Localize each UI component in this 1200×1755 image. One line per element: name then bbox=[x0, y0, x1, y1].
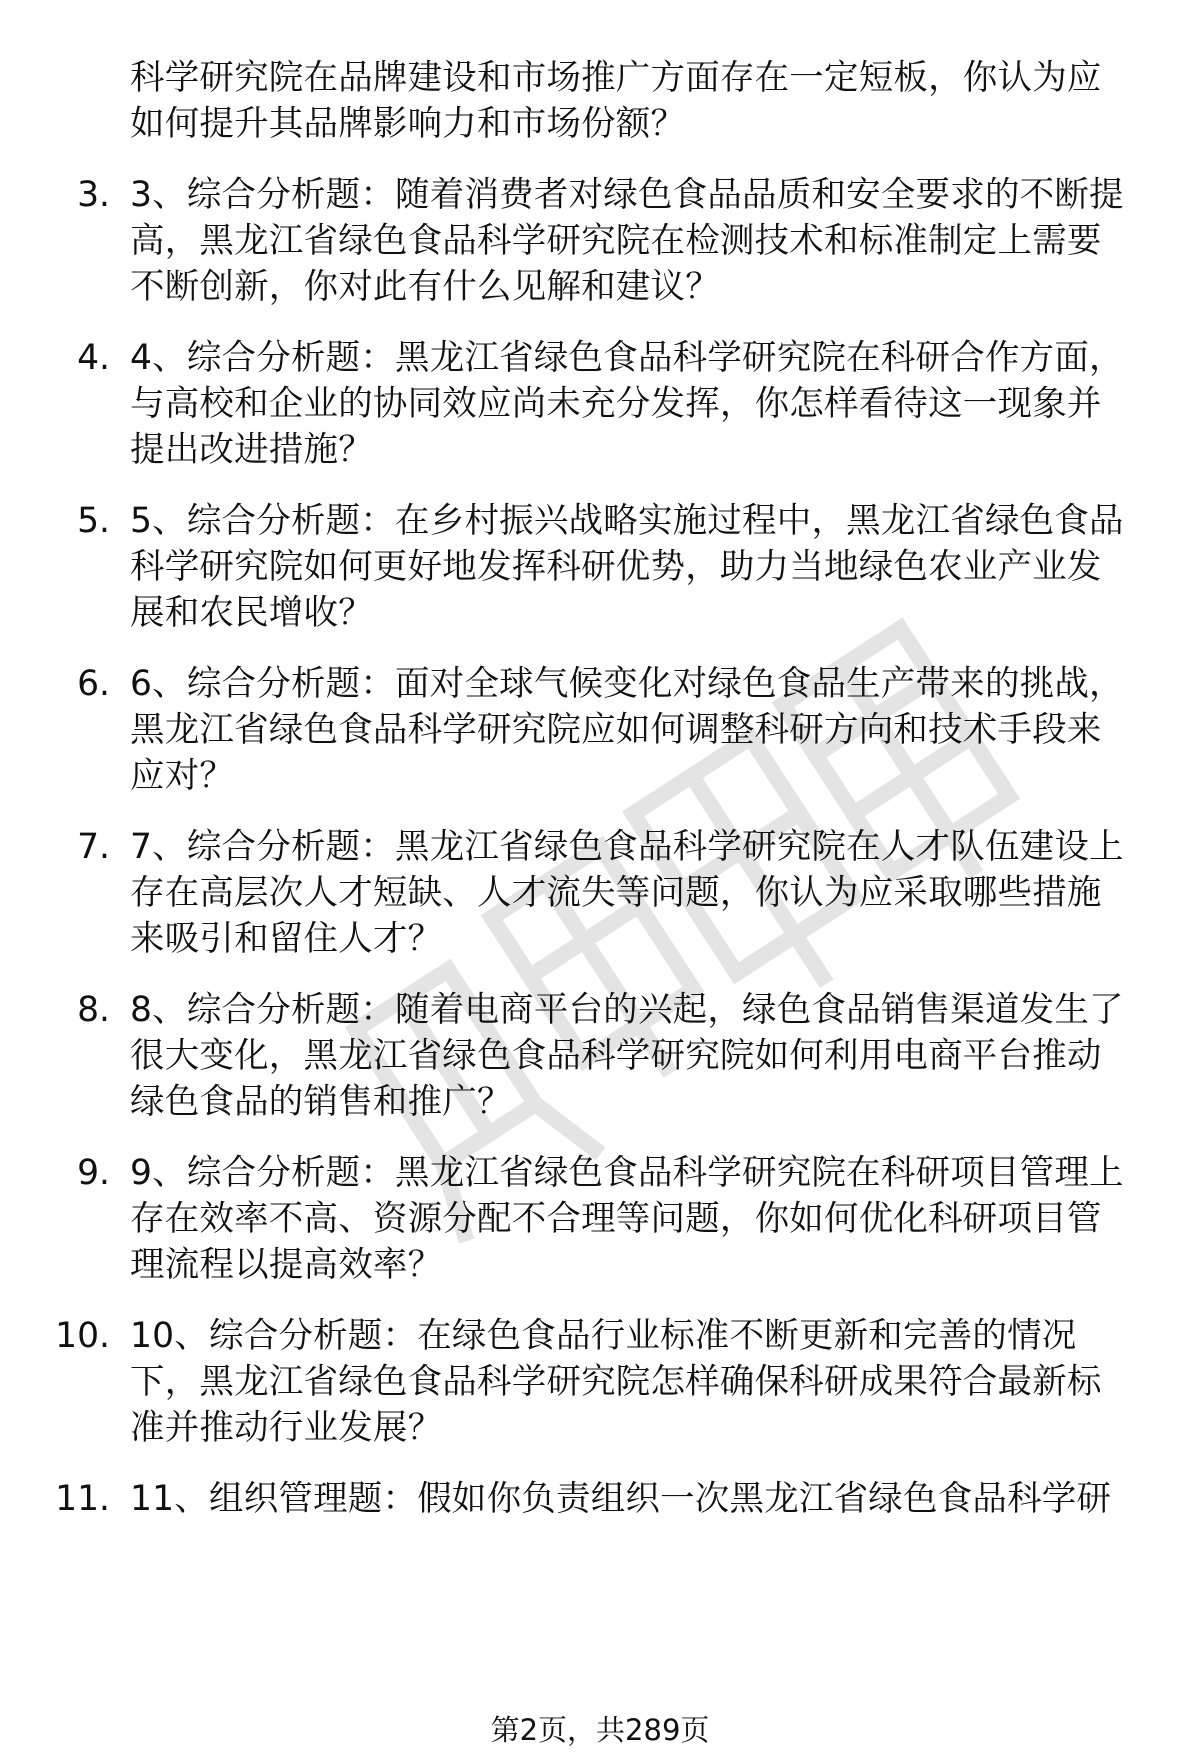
list-item-line: 下，黑龙江省绿色食品科学研究院怎样确保科研成果符合最新标 bbox=[130, 1362, 1102, 1402]
list-item-line: 7、综合分析题：黑龙江省绿色食品科学研究院在人才队伍建设上 bbox=[130, 827, 1124, 867]
list-item-number: 3. bbox=[77, 175, 110, 215]
list-item-line: 来吸引和留住人才？ bbox=[130, 919, 443, 959]
list-item-number: 8. bbox=[77, 990, 110, 1030]
list-item-line: 应对？ bbox=[130, 756, 235, 796]
list-item-line: 与高校和企业的协同效应尚未充分发挥，你怎样看待这一现象并 bbox=[130, 384, 1102, 424]
list-item-line: 9、综合分析题：黑龙江省绿色食品科学研究院在科研项目管理上 bbox=[130, 1153, 1124, 1193]
list-item-line: 很大变化，黑龙江省绿色食品科学研究院如何利用电商平台推动 bbox=[130, 1036, 1102, 1076]
list-item-line: 11、组织管理题：假如你负责组织一次黑龙江省绿色食品科学研 bbox=[130, 1479, 1112, 1519]
list-item-line: 绿色食品的销售和推广？ bbox=[130, 1082, 512, 1122]
list-item-line: 10、综合分析题：在绿色食品行业标准不断更新和完善的情况 bbox=[130, 1316, 1077, 1356]
list-item-line: 理流程以提高效率？ bbox=[130, 1245, 443, 1285]
list-item-line: 6、综合分析题：面对全球气候变化对绿色食品生产带来的挑战， bbox=[130, 664, 1124, 704]
list-item-number: 11. bbox=[55, 1479, 110, 1519]
page-footer: 第2页，共289页 bbox=[490, 1713, 710, 1747]
list-item-number: 4. bbox=[77, 338, 110, 378]
intro-line-2: 如何提升其品牌影响力和市场份额？ bbox=[130, 104, 686, 144]
list-item-number: 10. bbox=[55, 1316, 110, 1356]
list-item-line: 存在效率不高、资源分配不合理等问题，你如何优化科研项目管 bbox=[130, 1199, 1102, 1239]
list-item-line: 5、综合分析题：在乡村振兴战略实施过程中，黑龙江省绿色食品 bbox=[130, 501, 1124, 541]
list-item-line: 3、综合分析题：随着消费者对绿色食品品质和安全要求的不断提 bbox=[130, 175, 1124, 215]
list-item-line: 提出改进措施？ bbox=[130, 430, 373, 470]
list-item-line: 高，黑龙江省绿色食品科学研究院在检测技术和标准制定上需要 bbox=[130, 221, 1102, 261]
list-item-number: 6. bbox=[77, 664, 110, 704]
list-item-line: 科学研究院如何更好地发挥科研优势，助力当地绿色农业产业发 bbox=[130, 547, 1102, 587]
intro-line-1: 科学研究院在品牌建设和市场推广方面存在一定短板，你认为应 bbox=[130, 58, 1102, 98]
list-item-line: 展和农民增收？ bbox=[130, 593, 373, 633]
list-item-number: 7. bbox=[77, 827, 110, 867]
list-item-line: 准并推动行业发展？ bbox=[130, 1408, 443, 1448]
list-item-line: 黑龙江省绿色食品科学研究院应如何调整科研方向和技术手段来 bbox=[130, 710, 1102, 750]
list-item-line: 8、综合分析题：随着电商平台的兴起，绿色食品销售渠道发生了 bbox=[130, 990, 1124, 1030]
list-item-line: 存在高层次人才短缺、人才流失等问题，你认为应采取哪些措施 bbox=[130, 873, 1102, 913]
list-item-line: 4、综合分析题：黑龙江省绿色食品科学研究院在科研合作方面， bbox=[130, 338, 1124, 378]
list-item-line: 不断创新，你对此有什么见解和建议？ bbox=[130, 267, 720, 307]
list-item-number: 9. bbox=[77, 1153, 110, 1193]
list-item-number: 5. bbox=[77, 501, 110, 541]
